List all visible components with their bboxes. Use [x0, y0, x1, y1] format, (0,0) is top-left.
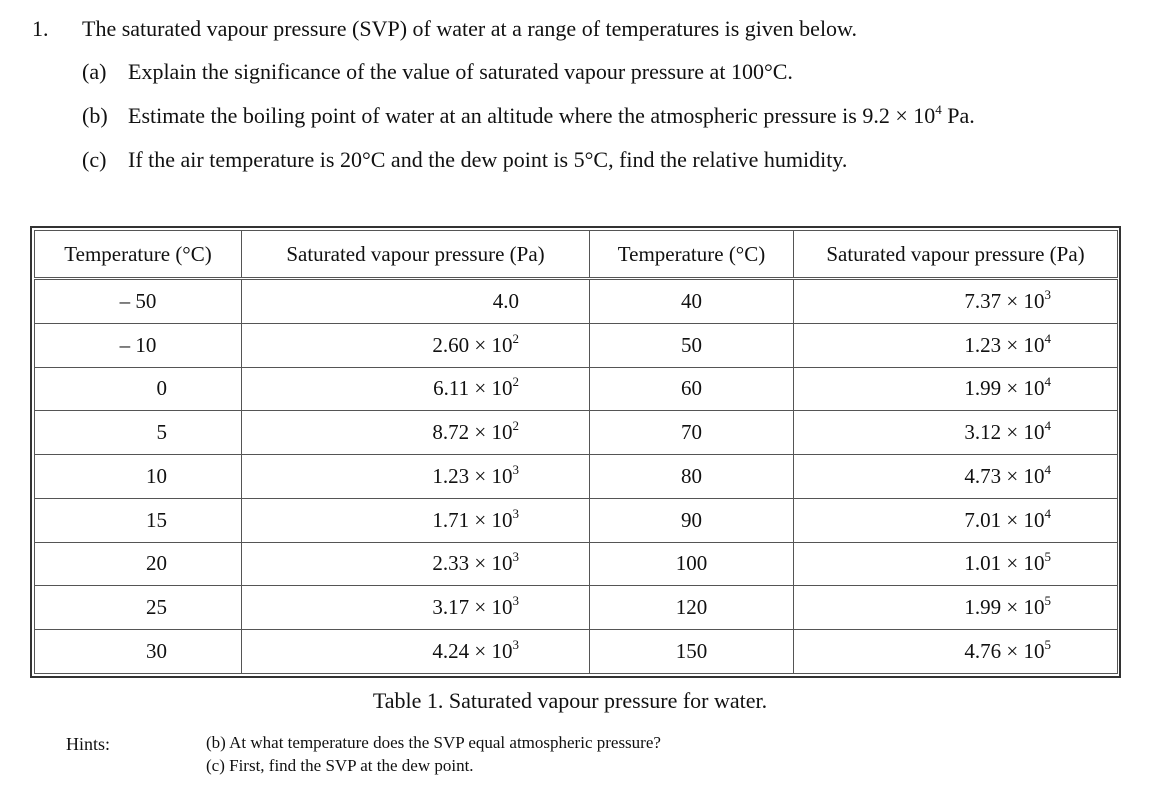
- table-row: [35, 542, 1118, 586]
- temperature-cell-value: 20: [146, 551, 167, 576]
- temperature-cell-value: 15: [146, 507, 167, 532]
- svp-cell-exponent: 5: [1044, 549, 1051, 565]
- temperature-cell: [590, 279, 794, 324]
- svp-cell-value: 1.23 × 10: [964, 332, 1045, 357]
- svp-cell-value: 3.12 × 10: [964, 420, 1045, 445]
- temperature-cell: [35, 411, 242, 455]
- question-number: 1.: [32, 16, 49, 41]
- svp-cell: [242, 630, 590, 674]
- svp-cell-exponent: 3: [512, 505, 519, 521]
- part-b-suffix: Pa.: [941, 103, 975, 128]
- svp-cell-value: 1.71 × 10: [432, 507, 513, 532]
- table-row: [35, 411, 1118, 455]
- temperature-cell-value: 150: [675, 639, 708, 664]
- temperature-cell-value: 60: [681, 376, 702, 401]
- part-c-label: (c): [82, 147, 107, 172]
- question-intro: The saturated vapour pressure (SVP) of water at a range of temperatures is given below.: [82, 16, 858, 41]
- part-b-label: (b): [82, 103, 108, 128]
- svp-cell: [242, 367, 590, 411]
- temperature-cell-value: 10: [146, 463, 167, 488]
- svp-cell-value: 7.01 × 10: [964, 507, 1045, 532]
- temperature-cell: [590, 498, 794, 542]
- header-svp-1: Saturated vapour pressure (Pa): [242, 231, 590, 279]
- table-caption: Table 1. Saturated vapour pressure for water.: [372, 688, 768, 713]
- part-a-text: Explain the significance of the value of saturated vapour pressure at 100°C.: [128, 59, 793, 84]
- part-c: [82, 147, 847, 173]
- part-a: [82, 59, 793, 85]
- temperature-cell-value: 100: [675, 551, 708, 576]
- temperature-cell: [35, 498, 242, 542]
- temperature-cell-value: – 10: [119, 332, 157, 357]
- temperature-cell: [35, 279, 242, 324]
- hint-c: (c) First, find the SVP at the dew point.: [206, 756, 474, 775]
- svp-cell-value: 1.01 × 10: [964, 551, 1045, 576]
- svp-table-frame: [30, 226, 1121, 678]
- table-body: [35, 279, 1118, 674]
- temperature-cell: [35, 542, 242, 586]
- svp-cell-exponent: 2: [512, 418, 519, 434]
- svp-cell-value: 3.17 × 10: [432, 595, 513, 620]
- table-row: [35, 498, 1118, 542]
- svp-cell-exponent: 4: [1044, 374, 1051, 390]
- temperature-cell: [590, 586, 794, 630]
- temperature-cell: [590, 455, 794, 499]
- svp-cell-value: 4.0: [492, 288, 519, 313]
- svp-cell: [242, 411, 590, 455]
- svp-cell: [242, 455, 590, 499]
- part-b: [82, 103, 975, 129]
- svp-cell-value: 4.73 × 10: [964, 463, 1045, 488]
- temperature-cell: [590, 323, 794, 367]
- svp-cell: [794, 498, 1118, 542]
- svp-cell-value: 4.76 × 10: [964, 639, 1045, 664]
- svp-cell: [794, 411, 1118, 455]
- svp-cell-value: 6.11 × 10: [433, 376, 513, 401]
- header-temperature-2: Temperature (°C): [590, 231, 794, 279]
- svp-cell: [794, 630, 1118, 674]
- table-row: [35, 279, 1118, 324]
- svp-cell-exponent: 5: [1044, 593, 1051, 609]
- temperature-cell-value: 120: [675, 595, 708, 620]
- temperature-cell-value: 5: [156, 420, 167, 445]
- svp-cell-exponent: 3: [512, 593, 519, 609]
- svp-cell: [242, 542, 590, 586]
- svp-cell: [794, 323, 1118, 367]
- temperature-cell-value: – 50: [119, 288, 157, 313]
- svp-cell: [242, 586, 590, 630]
- temperature-cell: [35, 586, 242, 630]
- table-row: [35, 455, 1118, 499]
- svp-cell-value: 1.99 × 10: [964, 595, 1045, 620]
- svp-cell: [242, 279, 590, 324]
- temperature-cell-value: 25: [146, 595, 167, 620]
- svp-cell-exponent: 5: [1044, 637, 1051, 653]
- svp-cell-exponent: 2: [512, 330, 519, 346]
- svp-cell: [242, 323, 590, 367]
- temperature-cell-value: 70: [681, 420, 702, 445]
- part-a-label: (a): [82, 59, 107, 84]
- svp-cell-value: 1.23 × 10: [432, 463, 513, 488]
- part-c-text: If the air temperature is 20°C and the dew point is 5°C, find the relative humidity.: [128, 147, 848, 172]
- svp-cell-exponent: 3: [512, 549, 519, 565]
- temperature-cell: [35, 630, 242, 674]
- svp-cell-value: 7.37 × 10: [964, 288, 1045, 313]
- temperature-cell: [590, 542, 794, 586]
- table-row: [35, 630, 1118, 674]
- svp-cell-exponent: 4: [1044, 330, 1051, 346]
- svp-cell-value: 2.60 × 10: [432, 332, 513, 357]
- svp-cell-exponent: 4: [1044, 505, 1051, 521]
- temperature-cell: [590, 630, 794, 674]
- svp-cell: [794, 279, 1118, 324]
- svp-cell: [794, 367, 1118, 411]
- svp-cell-exponent: 4: [1044, 461, 1051, 477]
- svp-cell-value: 8.72 × 10: [432, 420, 513, 445]
- svp-cell-exponent: 3: [1044, 286, 1051, 302]
- table-row: [35, 367, 1118, 411]
- temperature-cell-value: 80: [681, 463, 702, 488]
- table-row: [35, 586, 1118, 630]
- svp-cell-exponent: 3: [512, 637, 519, 653]
- table-header-row: [35, 231, 1118, 279]
- svp-cell: [794, 542, 1118, 586]
- svp-cell-value: 1.99 × 10: [964, 376, 1045, 401]
- temperature-cell: [35, 455, 242, 499]
- temperature-cell: [35, 323, 242, 367]
- part-b-exponent: 4: [935, 102, 942, 117]
- svp-cell: [242, 498, 590, 542]
- svp-cell-exponent: 4: [1044, 418, 1051, 434]
- temperature-cell-value: 40: [681, 288, 702, 313]
- temperature-cell-value: 50: [681, 332, 702, 357]
- svp-cell-value: 4.24 × 10: [432, 639, 513, 664]
- svp-cell-exponent: 2: [512, 374, 519, 390]
- header-temperature-1: Temperature (°C): [35, 231, 242, 279]
- svp-cell-exponent: 3: [512, 461, 519, 477]
- table-row: [35, 323, 1118, 367]
- hint-b: (b) At what temperature does the SVP equal atmospheric pressure?: [206, 733, 661, 752]
- part-b-text: Estimate the boiling point of water at an altitude where the atmospheric pressure is 9.2 × 10: [128, 103, 936, 128]
- temperature-cell: [35, 367, 242, 411]
- header-svp-2: Saturated vapour pressure (Pa): [794, 231, 1118, 279]
- temperature-cell-value: 90: [681, 507, 702, 532]
- svp-cell-value: 2.33 × 10: [432, 551, 513, 576]
- temperature-cell: [590, 411, 794, 455]
- svp-cell: [794, 455, 1118, 499]
- svp-cell: [794, 586, 1118, 630]
- temperature-cell-value: 0: [156, 376, 167, 401]
- svp-table: [34, 230, 1118, 674]
- hints-label: Hints:: [66, 734, 111, 754]
- temperature-cell-value: 30: [146, 639, 167, 664]
- temperature-cell: [590, 367, 794, 411]
